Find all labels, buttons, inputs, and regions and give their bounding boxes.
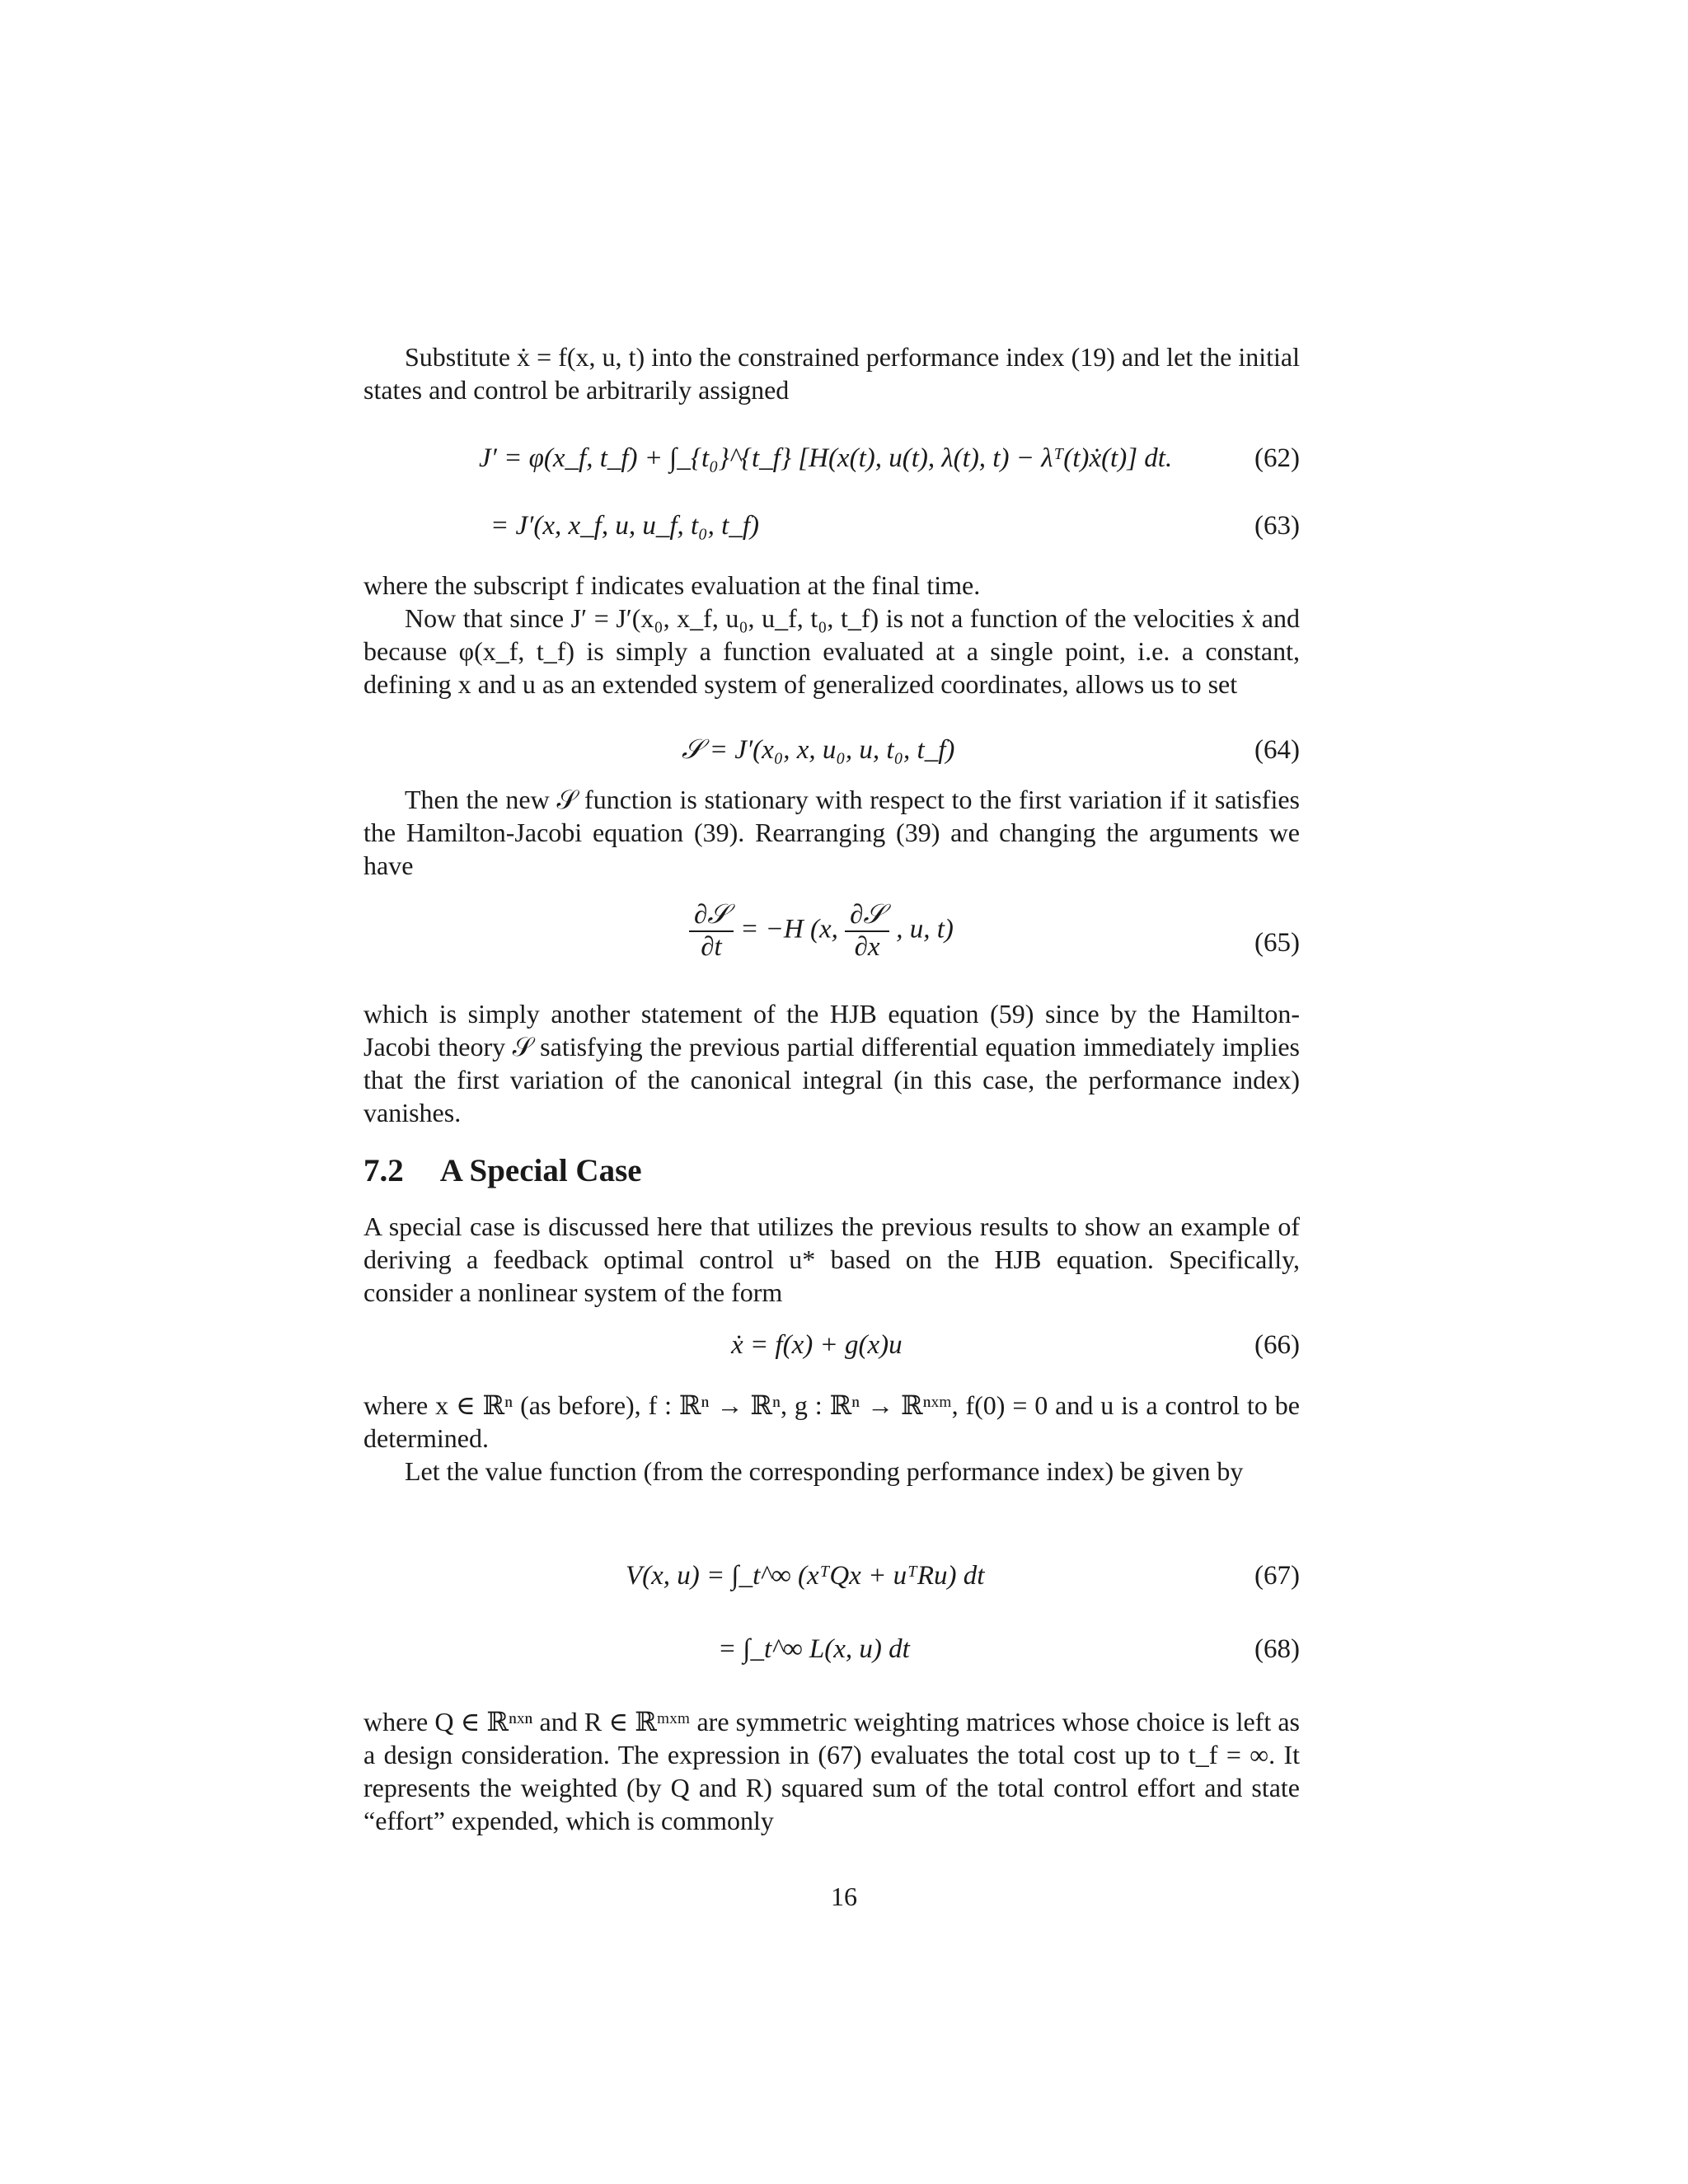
equation-66 [363,1327,1300,1376]
equation-64-body: 𝒮 = J′(x₀, x, u₀, u, t₀, t_f) [682,735,955,765]
equation-67-body: V(x, u) = ∫_t^∞ (xᵀQx + uᵀRu) dt [626,1561,985,1591]
equation-62-number: (62) [1254,443,1300,473]
equation-68-number: (68) [1254,1634,1300,1664]
paragraph-substitute: Substitute ẋ = f(x, u, t) into the constrained performance index (19) and let the initial states and control be arbitrarily assigned [363,342,1300,405]
equation-63-number: (63) [1254,511,1300,541]
equation-68 [363,1628,1300,1694]
section-title: A Special Case [439,1153,642,1188]
equation-66-number: (66) [1254,1330,1300,1360]
paragraph-system-definition: where x ∈ ℝⁿ (as before), f : ℝⁿ → ℝⁿ, g : ℝⁿ → ℝⁿˣᵐ, f(0) = 0 and u is a control to be determined. Let the value function (from the corresponding performance index) be given by [363,1390,1300,1486]
page-number: 16 [831,1882,857,1911]
paragraph-special-case: A special case is discussed here that utilizes the previous results to show an example of deriving a feedback optimal control u* based on the HJB equation. Specifically, consider a nonlinear system of the form [363,1212,1300,1307]
paragraph-weighting-matrices: where Q ∈ ℝⁿˣⁿ and R ∈ ℝᵐˣᵐ are symmetric weighting matrices whose choice is left as a design consideration. The expression in (67) evaluates the total cost up to t_f = ∞. It represents the weighted (by Q and R) squared sum of the total control effort and state “effort” expended, which is commonly [363,1707,1300,1835]
equation-65: $\frac{\text{∂𝒮}}{\partial t}$ = −H (x, $\frac{\text{∂𝒮}}{\partial x}$ , u, t) (65) [363,900,1300,991]
equation-65-number: (65) [1254,928,1300,958]
paragraph-hjb-statement: which is simply another statement of the HJB equation (59) since by the Hamilton-Jacobi theory 𝒮 satisfying the previous partial differential equation immediately implies that the first variation of the canonical integral (in this case, the performance index) vanishes. [363,999,1300,1127]
equation-64 [363,732,1300,781]
equation-62-body: J′ = φ(x_f, t_f) + ∫_{t₀}^{t_f} [H(x(t), u(t), λ(t), t) − λᵀ(t)ẋ(t)] dt. [479,443,1173,473]
equation-68-body: = ∫_t^∞ L(x, u) dt [718,1634,910,1664]
equation-67 [363,1549,1300,1615]
section-number: 7.2 [363,1153,404,1188]
equation-63-body: = J′(x, x_f, u, u_f, t₀, t_f) [490,511,759,541]
paragraph-subscript-and-velocities: where the subscript f indicates evaluation at the final time. Now that since J′ = J′(x₀, x_f, u₀, u_f, t₀, t_f) is not a function of the velocities ẋ and because φ(x_f, t_f) is simply a function evaluated at a single point, i.e. a constant, defining x and u as an extended system of generalized coordinates, allows us to set [363,570,1300,699]
equation-63 [363,509,1300,559]
equation-64-number: (64) [1254,735,1300,765]
equation-66-body: ẋ = f(x) + g(x)u [731,1330,903,1360]
section-heading [363,1152,678,1189]
equation-62 [363,437,1300,486]
equation-67-number: (67) [1254,1561,1300,1591]
paragraph-stationary: Then the new 𝒮 function is stationary with respect to the first variation if it satisfies the Hamilton-Jacobi equation (39). Rearranging (39) and changing the arguments we have [363,785,1300,880]
